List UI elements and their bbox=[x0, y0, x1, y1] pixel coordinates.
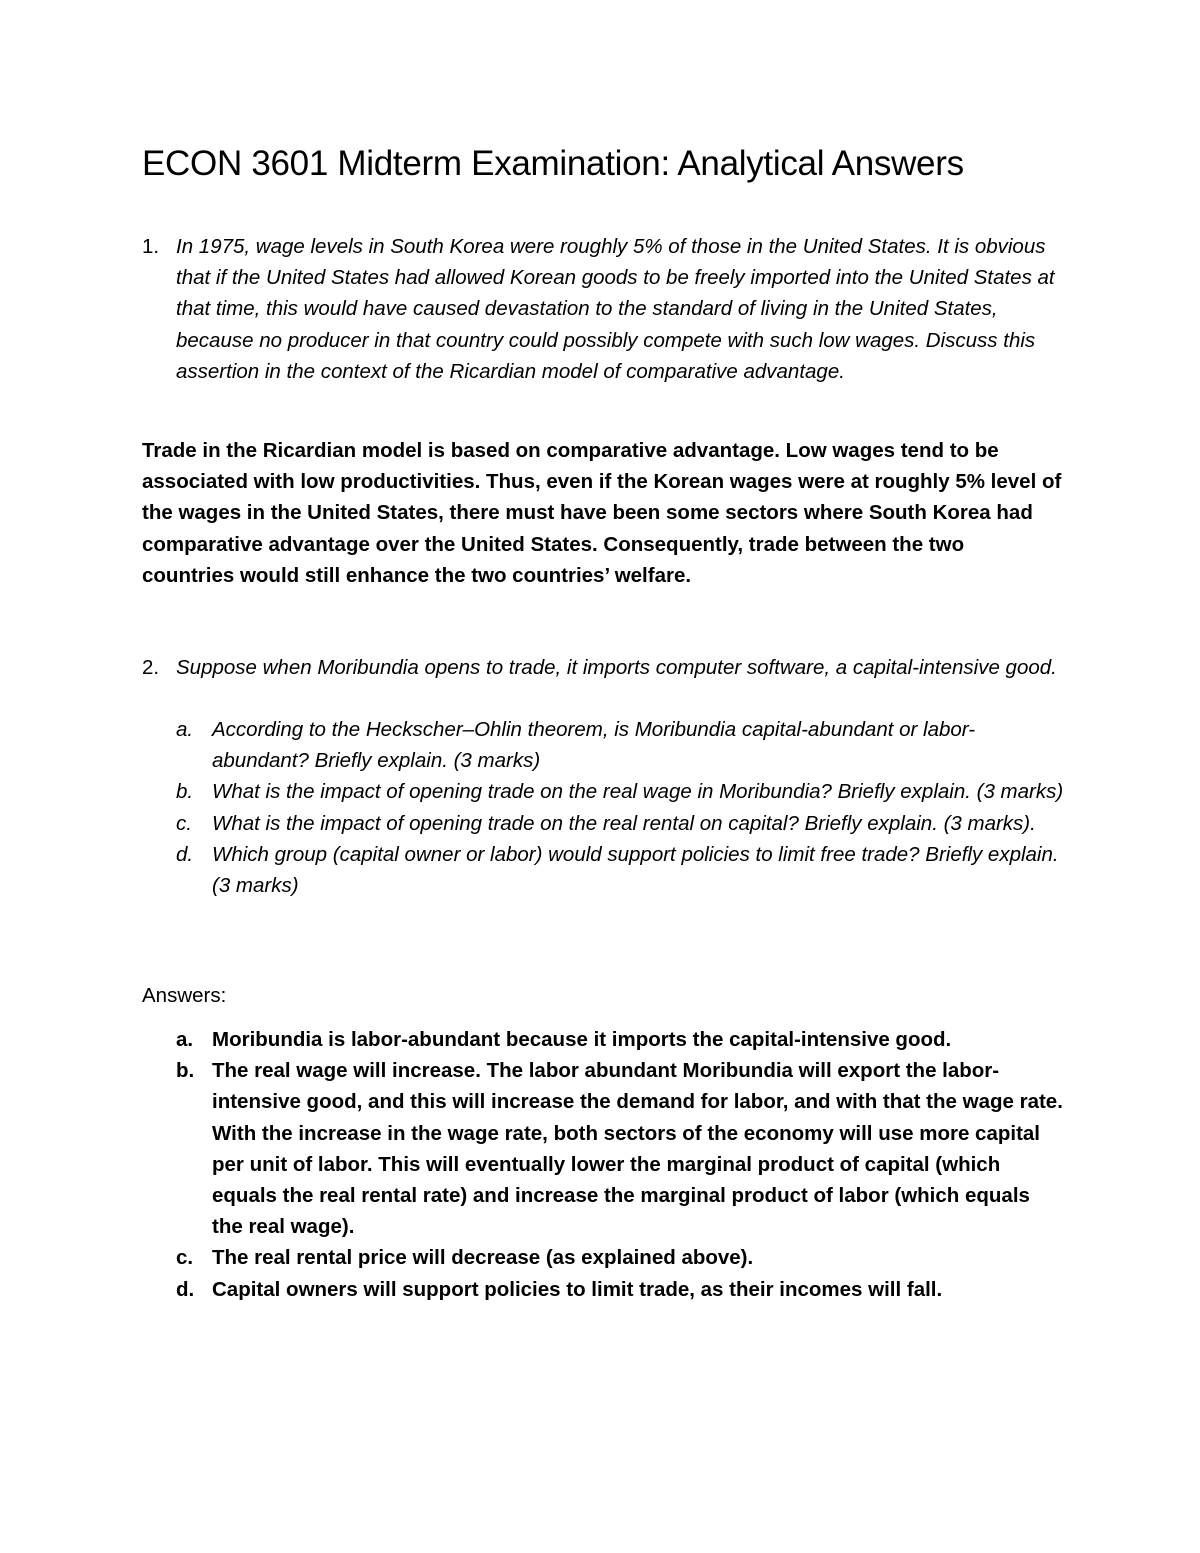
part-text: What is the impact of opening trade on the real rental on capital? Briefly explain. (3 marks). bbox=[212, 811, 1036, 835]
answer-text: The real rental price will decrease (as explained above). bbox=[212, 1246, 754, 1270]
question-2-part-d bbox=[176, 839, 1066, 901]
answer-b bbox=[176, 1055, 1066, 1242]
question-1-text: In 1975, wage levels in South Korea were roughly 5% of those in the United States. It is obvious that if the United States had allowed Korean goods to be freely imported into the United States at that time, this would have caused devastation to the standard of living in the United States, because no producer in that country could possibly compete with such low wages. Discuss this assertion in the context of the Ricardian model of comparative advantage. bbox=[176, 235, 1055, 383]
question-1-number: 1. bbox=[142, 235, 160, 258]
answer-c bbox=[176, 1242, 1066, 1273]
question-2 bbox=[142, 652, 1062, 683]
question-2-part-b bbox=[176, 776, 1066, 807]
question-2-part-c bbox=[176, 808, 1066, 839]
part-text: Which group (capital owner or labor) would support policies to limit free trade? Briefly explain. (3 marks) bbox=[212, 842, 1059, 898]
question-2-text: Suppose when Moribundia opens to trade, it imports computer software, a capital-intensive good. bbox=[176, 656, 1057, 679]
part-text: What is the impact of opening trade on the real wage in Moribundia? Briefly explain. (3 marks) bbox=[212, 780, 1064, 804]
answer-d bbox=[176, 1274, 1066, 1305]
answer-text: Moribundia is labor-abundant because it imports the capital-intensive good. bbox=[212, 1028, 952, 1051]
document-title: ECON 3601 Midterm Examination: Analytical Answers bbox=[142, 144, 964, 183]
answer-letter: b. bbox=[176, 1059, 195, 1083]
part-letter: d. bbox=[176, 842, 194, 866]
question-2-part-a bbox=[176, 714, 1066, 776]
answer-a bbox=[176, 1024, 1066, 1055]
part-letter: b. bbox=[176, 780, 194, 804]
answer-letter: d. bbox=[176, 1277, 195, 1301]
answer-text: Capital owners will support policies to limit trade, as their incomes will fall. bbox=[212, 1277, 943, 1301]
question-1-answer: Trade in the Ricardian model is based on comparative advantage. Low wages tend to be associated with low productivities. Thus, even if the Korean wages were at roughly 5% level of the wages in the United States, there must have been some sectors where South Korea had comparative advantage over the United States. Consequently, trade between the two countries would still enhance the two countries’ welfare. bbox=[142, 439, 1062, 587]
answer-letter: a. bbox=[176, 1028, 194, 1051]
question-2-answers bbox=[176, 1024, 1066, 1305]
part-letter: c. bbox=[176, 811, 192, 835]
part-letter: a. bbox=[176, 718, 194, 741]
answers-label: Answers: bbox=[142, 984, 227, 1007]
question-1 bbox=[142, 231, 1062, 387]
part-text: According to the Heckscher–Ohlin theorem, is Moribundia capital-abundant or labor-abundant? Briefly explain. (3 marks) bbox=[212, 718, 976, 773]
answer-text: The real wage will increase. The labor abundant Moribundia will export the labor-intensive good, and this will increase the demand for labor, and with that the wage rate. With the increase in the wage rate, both sectors of the economy will use more capital per unit of labor. This will eventually lower the marginal product of capital (which equals the real rental rate) and increase the marginal product of labor (which equals the real wage). bbox=[212, 1059, 1063, 1239]
question-2-parts bbox=[176, 714, 1066, 901]
question-2-number: 2. bbox=[142, 656, 160, 679]
answer-letter: c. bbox=[176, 1246, 194, 1270]
